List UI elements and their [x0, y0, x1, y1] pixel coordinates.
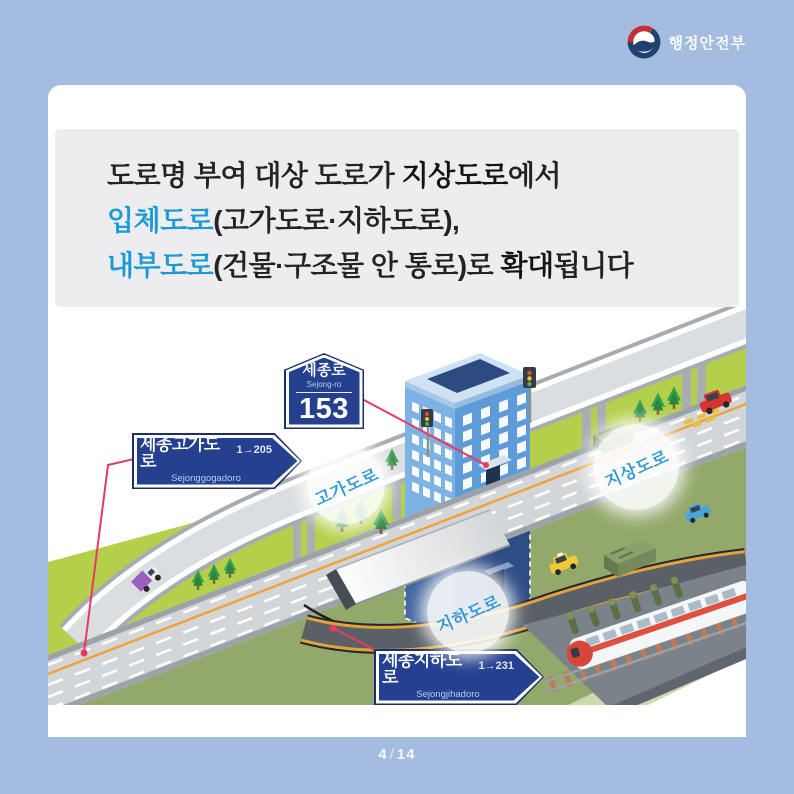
headline-1-bold: 지상도로 [401, 160, 508, 191]
plate-content [284, 353, 364, 429]
headline-1-pre: 도로명 부여 대상 도로가 [107, 160, 402, 191]
content-card [48, 85, 746, 737]
headline-3-bold: 확대 [500, 250, 554, 281]
headline-panel [55, 129, 739, 307]
overpass-romanized: Sejonggogadoro [171, 473, 241, 484]
overpass-badge-label: 고가도로 [312, 464, 382, 510]
underpass-number-range: 1→231 [478, 660, 514, 672]
sign-content [132, 433, 302, 489]
headline-2-blue: 입체도로 [107, 205, 214, 236]
road-illustration [48, 307, 746, 737]
bottom-crop [48, 705, 746, 737]
headline-2-post: (고가도로·지하도로), [213, 205, 460, 236]
underpass-road-sign [374, 649, 544, 705]
underpass-romanized: Sejongjihadoro [416, 689, 480, 700]
headline-line-2 [107, 198, 739, 243]
page-separator: / [389, 746, 395, 763]
overpass-name: 세종고가도로 [140, 435, 220, 471]
headline-1-post: 에서 [507, 160, 561, 191]
page-indicator [0, 746, 794, 763]
headline-line-1 [107, 153, 739, 198]
headline-3-post: 됩니다 [553, 250, 634, 281]
plate-number: 153 [299, 392, 349, 425]
ground-road-badge [593, 424, 679, 510]
headline-3-blue: 내부도로 [107, 250, 214, 281]
building-number-plate [284, 353, 364, 429]
underpass-name: 세종지하도로 [382, 651, 462, 687]
sign-content [374, 649, 544, 705]
underground-badge-label: 지하도로 [434, 591, 504, 637]
overpass-road-sign [132, 433, 302, 489]
plate-romanized: Sejong-ro [306, 379, 342, 389]
ministry-logo [627, 25, 746, 59]
overpass-badge [307, 446, 385, 524]
overpass-number-range: 1→205 [236, 444, 272, 456]
ministry-name: 행정안전부 [668, 34, 746, 52]
page-total: 14 [396, 746, 416, 763]
headline-line-3 [107, 243, 739, 288]
page-current: 4 [378, 746, 388, 763]
plate-road-name: 세종로 [302, 362, 346, 379]
ground-badge-label: 지상도로 [602, 446, 672, 492]
underground-road-badge [427, 571, 509, 653]
government-emblem-icon [627, 25, 661, 59]
headline-3-mid: (건물·구조물 안 통로)로 [213, 250, 501, 281]
